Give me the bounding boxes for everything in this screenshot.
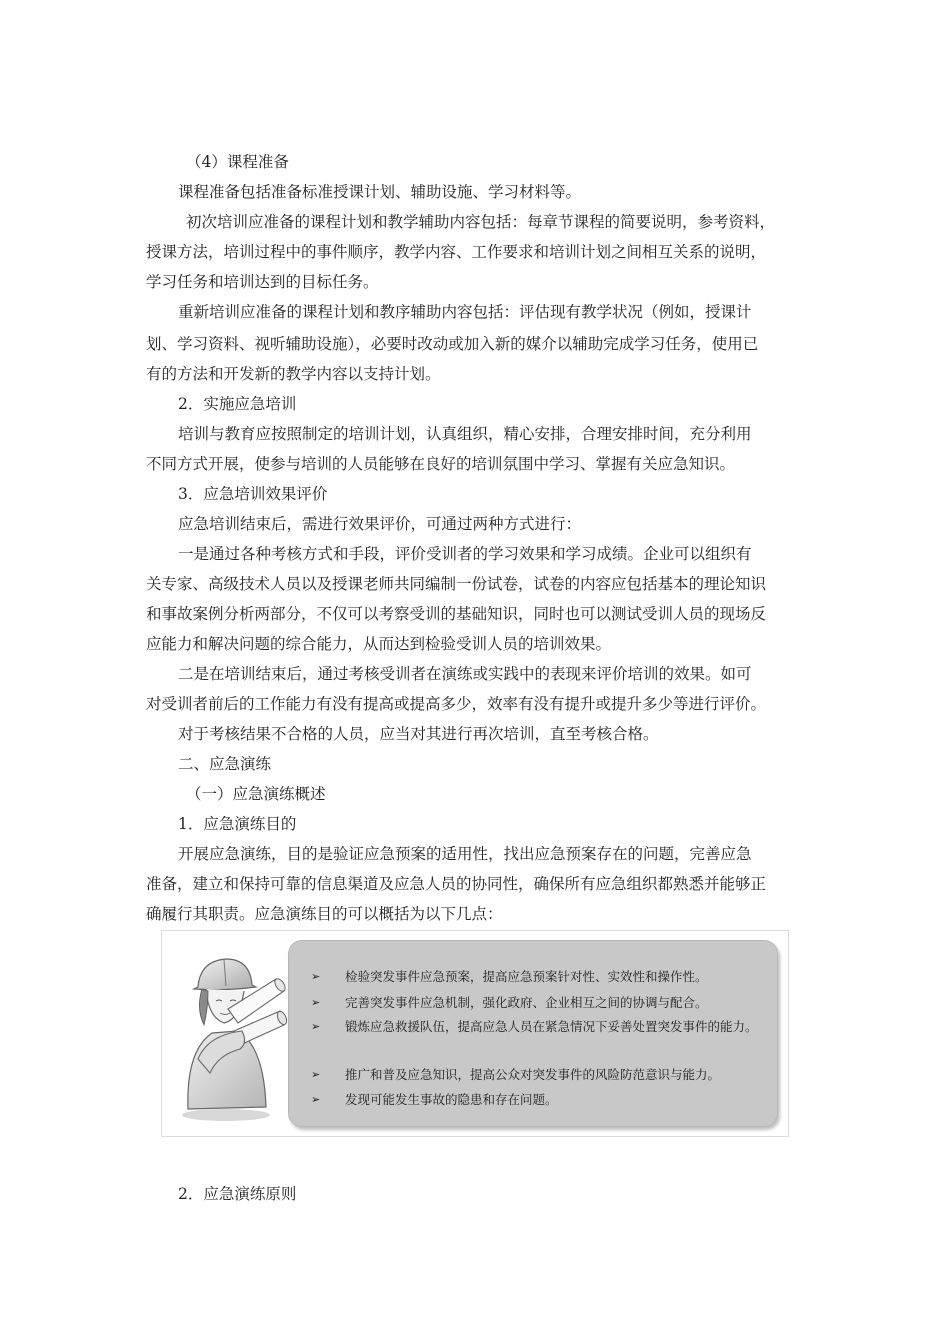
paragraph-line: 不同方式开展，使参与培训的人员能够在良好的培训氛围中学习、掌握有关应急知识。 bbox=[146, 455, 736, 473]
paragraph-line: 应能力和解决问题的综合能力，从而达到检验受训人员的培训效果。 bbox=[146, 635, 612, 653]
paragraph-line: 应急培训结束后，需进行效果评价，可通过两种方式进行： bbox=[178, 515, 582, 533]
worker-illustration bbox=[168, 939, 288, 1129]
heading-drill-principles: 2．应急演练原则 bbox=[178, 1185, 297, 1203]
heading-drill-overview: （一）应急演练概述 bbox=[186, 785, 326, 803]
paragraph-line: 初次培训应准备的课程计划和教学辅助内容包括：每章节课程的简要说明，参考资料， bbox=[186, 213, 776, 231]
drill-purpose-panel bbox=[288, 940, 778, 1127]
bullet-item: ➢ 检验突发事件应急预案，提高应急预案针对性、实效性和操作性。 bbox=[311, 969, 708, 984]
arrow-bullet-icon: ➢ bbox=[311, 1020, 321, 1033]
bullet-item: ➢ 完善突发事件应急机制，强化政府、企业相互之间的协调与配合。 bbox=[311, 995, 708, 1010]
drill-purpose-figure bbox=[161, 930, 789, 1137]
paragraph-line: 有的方法和开发新的教学内容以支持计划。 bbox=[146, 365, 441, 383]
paragraph-line: 培训与教育应按照制定的培训计划，认真组织，精心安排，合理安排时间，充分利用 bbox=[178, 425, 752, 443]
arrow-bullet-icon: ➢ bbox=[311, 1068, 321, 1081]
heading-training-evaluation: 3．应急培训效果评价 bbox=[178, 485, 328, 503]
paragraph-line: 准备，建立和保持可靠的信息渠道及应急人员的协同性，确保所有应急组织都熟悉并能够正 bbox=[146, 875, 767, 893]
paragraph-line: 关专家、高级技术人员以及授课老师共同编制一份试卷，试卷的内容应包括基本的理论知识 bbox=[146, 575, 767, 593]
paragraph-line: 重新培训应准备的课程计划和教序辅助内容包括：评估现有教学状况（例如，授课计 bbox=[178, 303, 752, 321]
paragraph-line: 对受训者前后的工作能力有没有提高或提高多少，效率有没有提升或提升多少等进行评价。 bbox=[146, 695, 767, 713]
paragraph-line: 二是在培训结束后，通过考核受训者在演练或实践中的表现来评价培训的效果。如可 bbox=[178, 665, 752, 683]
paragraph-line: 一是通过各种考核方式和手段，评价受训者的学习效果和学习成绩。企业可以组织有 bbox=[178, 545, 752, 563]
heading-course-prep: （4）课程准备 bbox=[186, 153, 289, 171]
paragraph-line: 对于考核结果不合格的人员，应当对其进行再次培训，直至考核合格。 bbox=[178, 725, 659, 743]
heading-emergency-drill: 二、应急演练 bbox=[178, 755, 272, 773]
arrow-bullet-icon: ➢ bbox=[311, 996, 321, 1009]
paragraph-line: 和事故案例分析两部分，不仅可以考察受训的基础知识，同时也可以测试受训人员的现场反 bbox=[146, 605, 767, 623]
bullet-item: ➢ 发现可能发生事故的隐患和存在问题。 bbox=[311, 1092, 558, 1107]
arrow-bullet-icon: ➢ bbox=[311, 1093, 321, 1106]
bullet-item: ➢ 锻炼应急救援队伍，提高应急人员在紧急情况下妥善处置突发事件的能力。 bbox=[311, 1019, 758, 1034]
heading-drill-purpose: 1．应急演练目的 bbox=[178, 815, 297, 833]
paragraph-line: 授课方法，培训过程中的事件顺序，教学内容、工作要求和培训计划之间相互关系的说明， bbox=[146, 243, 767, 261]
paragraph-line: 课程准备包括准备标准授课计划、辅助设施、学习材料等。 bbox=[178, 183, 582, 201]
paragraph-line: 开展应急演练，目的是验证应急预案的适用性，找出应急预案存在的问题，完善应急 bbox=[178, 845, 752, 863]
arrow-bullet-icon: ➢ bbox=[311, 970, 321, 983]
heading-implement-training: 2．实施应急培训 bbox=[178, 395, 297, 413]
paragraph-line: 确履行其职责。应急演练目的可以概括为以下几点： bbox=[146, 905, 503, 923]
paragraph-line: 学习任务和培训达到的目标任务。 bbox=[146, 273, 379, 291]
paragraph-line: 划、学习资料、视听辅助设施），必要时改动或加入新的媒介以辅助完成学习任务，使用已 bbox=[146, 335, 759, 353]
bullet-item: ➢ 推广和普及应急知识，提高公众对突发事件的风险防范意识与能力。 bbox=[311, 1067, 721, 1082]
